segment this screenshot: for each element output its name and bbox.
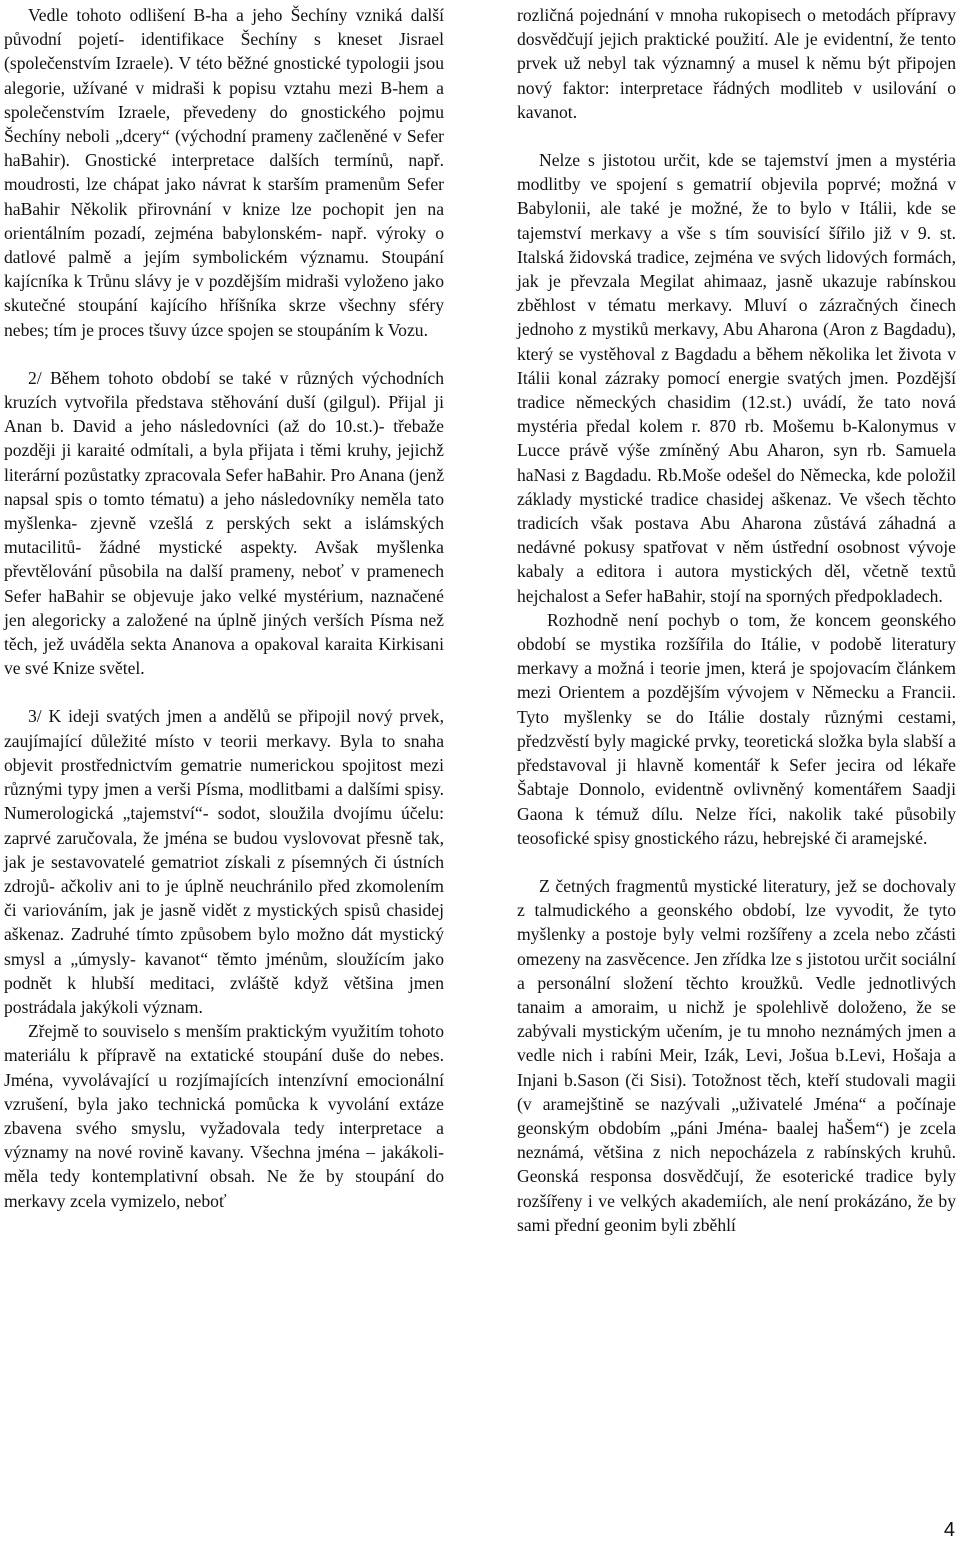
paragraph: Z četných fragmentů mystické literatury, jež se dochovaly z talmudického a geonského období, lze vyvodit, že tyto myšlenky a postoje byly velmi rozšířeny a zcela nebo zčásti omezeny na zasvěcence. Jen zřídka lze s jistotou určit sociální a personální složení těchto kroužků. Vedle jednotlivých tanaim a amoraim, u nichž je spolehlivě doloženo, že se zabývali mystickým učením, je tu mnoho neznámých jmen a vedle nich i rabíni Meir, Izák, Levi, Jošua b.Levi, Hošaja a Injani b.Sason (či Sisi). Totožnost těch, kteří studovali magii (v aramejštině se nazývali „uživatelé Jména“ a počínaje geonským obdobím „páni Jména- baalej haŠem“) je zcela neznámá, většina z nich nepocházela z rabínských kruhů. Geonská responsa dosvědčují, že esoterické tradice byly rozšířeny i ve velkých akademiích, ale není prokázáno, že by sami přední geonim byli zběhlí <box>517 875 956 1235</box>
left-column <box>4 3 444 1213</box>
paragraph: rozličná pojednání v mnoha rukopisech o metodách přípravy dosvědčují jejich praktické použití. Ale je evidentní, že tento prvek už nebyl tak významný a musel k němu být připojen nový faktor: interpretace řádných modliteb v usilování o kavanot. <box>517 5 956 122</box>
right-column <box>517 3 956 1237</box>
paragraph: 3/ K ideji svatých jmen a andělů se připojil nový prvek, zaujímající důležité místo v teorii merkavy. Byla to snaha objevit prostřednictvím gematrie numerickou spojitost mezi různými typy jmen a verši Písma, modlitbami a dalšími spisy. Numerologická „tajemství“- sodot, sloužila dvojímu účelu: zaprvé zaručovala, že jména se budou vyslovovat přesně tak, jak je sestavovatelé gematriot získali z písemných či ústních zdrojů- ačkoliv ani to je úplně neuchránilo před zkomolením či variováním, jak je jasně vidět z mystických spisů chasidej aškenaz. Zadruhé tímto způsobem bylo možno dát mystický smysl a „úmysly- kavanot“ těmto jménům, sloužícím jako podnět k hlubší meditaci, zvláště když většina jmen postrádala jakýkoli význam. <box>4 706 444 1017</box>
paragraph: Zřejmě to souviselo s menším praktickým využitím tohoto materiálu k přípravě na extatické stoupání duše do nebes. Jména, vyvolávající u rozjímajících intenzívní emocionální vzrušení, byla jako technická pomůcka k vyvolání extáze zbavena svého smyslu, vyžadovala tedy interpretace a významy na nové rovině kavany. Všechna jména – jakákoli- měla tedy kontemplativní obsah. Ne že by stoupání do merkavy zcela vymizelo, neboť <box>4 1021 444 1211</box>
paragraph: 2/ Během tohoto období se také v různých východních kruzích vytvořila představa stěhování duší (gilgul). Přijal ji Anan b. David a jeho následovníci (až do 10.st.)- třebaže později ji karaité odmítali, a byla přijata i těmi kruhy, jejichž literární pozůstatky zpracovala Sefer haBahir. Pro Anana (jenž napsal spis o tomto tématu) a jeho následovníky neměla tato myšlenka- zjevně vzešlá z perských sekt a islámských mutacilitů- žádné mystické aspekty. Avšak myšlenka převtělování působila na další prameny, neboť v pramenech Sefer haBahir se objevuje jako velké mystérium, naznačené jen alegoricky a založené na úplně jiných verších Písma než těch, jež uváděla sekta Ananova a opakoval karaita Kirkisani ve své Knize světel. <box>4 367 444 679</box>
paragraph: Vedle tohoto odlišení B-ha a jeho Šechíny vzniká další původní pojetí- identifikace Šechíny s kneset Jisrael (společenstvím Izraele). V této běžné gnostické typologii jsou alegorie, užívané v midraši k popisu vztahu mezi B-hem a společenstvím Izraele, převedeny do gnostického pojmu Šechíny neboli „dcery“ (východní prameny začleněné v Sefer haBahir). Gnostické interpretace dalších termínů, např. moudrosti, lze chápat jako návrat k starším pramenům Sefer haBahir Několik přirovnání v knize lze pochopit jen na orientálním pozadí, zejména babylonském- např. výroky o datlové palmě a jejím symbolickém významu. Stoupání kajícníka k Trůnu slávy je v pozdějším midraši vyloženo jako skutečné stoupání kajícího hříšníka skrze všechny sféry nebes; tím je proces tšuvy úzce spojen se stoupáním k Vozu. <box>4 5 444 340</box>
paragraph: Nelze s jistotou určit, kde se tajemství jmen a mystéria modlitby ve spojení s gematrií objevila poprvé; možná v Babylonii, ale také je možné, že to bylo v Itálii, kde se tajemství merkavy a vše s tím souvisící šířilo již v 9. st. Italská židovská tradice, zejména ve svých lidových formách, jak je převzala Megilat ahimaaz, jasně ukazuje rabínskou zběhlost v tématu merkavy. Mluví o zázračných činech jednoho z mystiků merkavy, Abu Aharona (Aron z Bagdadu), který se vystěhoval z Bagdadu a během několika let života v Itálii konal zázraky pomocí energie svatých jmen. Pozdější tradice německých chasidim (12.st.) uvádí, že tato nová mystéria předal kolem r. 870 rb. Mošemu b-Kalonymus v Lucce právě výše zmíněný Abu Aharon, syn rb. Samuela haNasi z Bagdadu. Rb.Moše odešel do Německa, kde položil základy mystické tradice chasidej aškenaz. Ve všech těchto tradicích však postava Abu Aharona zůstává záhadná a nedávné pokusy spatřovat v něm ústřední osobnost vývoje kabaly a editora i autora mystických děl, včetně textů hejchalost a Sefer haBahir, stojí na sporných předpokladech. <box>517 150 956 606</box>
paragraph: Rozhodně není pochyb o tom, že koncem geonského období se mystika rozšířila do Itálie, v podobě literatury merkavy a možná i teorie jmen, která je spojovacím článkem mezi Orientem a pozdějším vývojem v Německu a Francii. Tyto myšlenky se do Itálie dostaly různými cestami, předzvěstí byly magické prvky, teoretická složka byla slabší a představoval ji hlavně komentář k Sefer jecira od lékaře Šabtaje Donnolo, evidentně ovlivněný komentářem Saadji Gaona k témuž dílu. Nelze říci, nakolik také působily teosofické spisy gnostického rázu, hebrejské či aramejské. <box>517 609 956 848</box>
page-number: 4 <box>943 1519 955 1541</box>
